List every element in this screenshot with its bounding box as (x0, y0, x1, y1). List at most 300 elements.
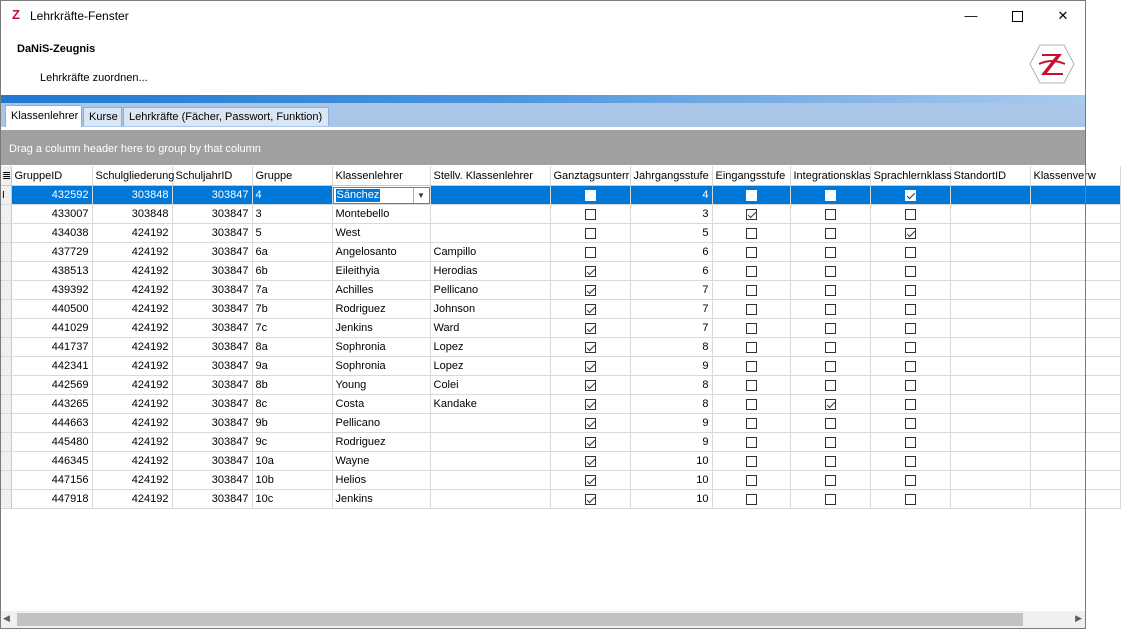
row-indicator[interactable] (0, 300, 11, 319)
table-row[interactable] (0, 262, 1120, 281)
integrationsklasse-cell[interactable] (790, 338, 870, 357)
klassenlehrer-cell[interactable]: Costa (332, 395, 430, 414)
jahrgangsstufe-cell[interactable]: 5 (630, 224, 712, 243)
ganztag-cell[interactable] (550, 262, 630, 281)
row-indicator[interactable] (0, 471, 11, 490)
table-row[interactable] (0, 452, 1120, 471)
eingangsstufe-cell[interactable] (712, 205, 790, 224)
ganztag-cell[interactable] (550, 414, 630, 433)
sprachlernklasse-checkbox[interactable] (905, 304, 916, 315)
column-header[interactable]: Gruppe (252, 166, 332, 186)
table-row[interactable] (0, 376, 1120, 395)
integrationsklasse-checkbox[interactable] (825, 209, 836, 220)
klassenverw-cell[interactable] (1030, 414, 1120, 433)
standortid-cell[interactable] (950, 205, 1030, 224)
gruppe-cell[interactable]: 6a (252, 243, 332, 262)
schulgliederung-cell[interactable]: 424192 (92, 490, 172, 509)
column-header[interactable]: Sprachlernklass (870, 166, 950, 186)
schuljahrid-cell[interactable]: 303847 (172, 357, 252, 376)
gruppeid-cell[interactable]: 445480 (11, 433, 92, 452)
gruppeid-cell[interactable]: 447918 (11, 490, 92, 509)
schuljahrid-cell[interactable]: 303847 (172, 376, 252, 395)
schulgliederung-cell[interactable]: 424192 (92, 471, 172, 490)
sprachlernklasse-cell[interactable] (870, 262, 950, 281)
gruppe-cell[interactable]: 10c (252, 490, 332, 509)
eingangsstufe-checkbox[interactable] (746, 342, 757, 353)
gruppe-cell[interactable]: 5 (252, 224, 332, 243)
ganztag-checkbox[interactable] (585, 437, 596, 448)
integrationsklasse-checkbox[interactable] (825, 475, 836, 486)
gruppeid-cell[interactable]: 444663 (11, 414, 92, 433)
standortid-cell[interactable] (950, 357, 1030, 376)
standortid-cell[interactable] (950, 490, 1030, 509)
table-row[interactable] (0, 395, 1120, 414)
klassenlehrer-cell[interactable]: Wayne (332, 452, 430, 471)
ganztag-cell[interactable] (550, 338, 630, 357)
scroll-right-icon[interactable]: ▶ (1075, 613, 1082, 623)
ganztag-checkbox[interactable] (585, 304, 596, 315)
klassenverw-cell[interactable] (1030, 433, 1120, 452)
eingangsstufe-checkbox[interactable] (746, 399, 757, 410)
table-row[interactable] (0, 300, 1120, 319)
column-header[interactable]: StandortID (950, 166, 1030, 186)
sprachlernklasse-checkbox[interactable] (905, 437, 916, 448)
eingangsstufe-checkbox[interactable] (746, 285, 757, 296)
column-header[interactable]: Ganztagsunterr (550, 166, 630, 186)
schuljahrid-cell[interactable]: 303847 (172, 205, 252, 224)
schuljahrid-cell[interactable]: 303847 (172, 243, 252, 262)
ganztag-checkbox[interactable] (585, 361, 596, 372)
schuljahrid-cell[interactable]: 303847 (172, 300, 252, 319)
column-header[interactable]: Klassenverw (1030, 166, 1120, 186)
standortid-cell[interactable] (950, 224, 1030, 243)
gruppeid-cell[interactable]: 440500 (11, 300, 92, 319)
table-row[interactable] (0, 433, 1120, 452)
eingangsstufe-cell[interactable] (712, 452, 790, 471)
row-indicator[interactable] (0, 338, 11, 357)
ganztag-checkbox[interactable] (585, 456, 596, 467)
jahrgangsstufe-cell[interactable]: 10 (630, 471, 712, 490)
integrationsklasse-checkbox[interactable] (825, 399, 836, 410)
integrationsklasse-checkbox[interactable] (825, 285, 836, 296)
klassenverw-cell[interactable] (1030, 452, 1120, 471)
klassenverw-cell[interactable] (1030, 471, 1120, 490)
klassenverw-cell[interactable] (1030, 395, 1120, 414)
gruppeid-cell[interactable]: 439392 (11, 281, 92, 300)
klassenverw-cell[interactable] (1030, 262, 1120, 281)
row-indicator[interactable] (0, 262, 11, 281)
column-chooser-icon[interactable]: ≣ (0, 166, 11, 186)
integrationsklasse-cell[interactable] (790, 281, 870, 300)
eingangsstufe-cell[interactable] (712, 414, 790, 433)
table-row[interactable] (0, 186, 1120, 205)
stellv-klassenlehrer-cell[interactable] (430, 433, 550, 452)
schulgliederung-cell[interactable]: 303848 (92, 205, 172, 224)
column-header[interactable]: SchuljahrID (172, 166, 252, 186)
stellv-klassenlehrer-cell[interactable]: Campillo (430, 243, 550, 262)
integrationsklasse-checkbox[interactable] (825, 437, 836, 448)
eingangsstufe-checkbox[interactable] (746, 494, 757, 505)
sprachlernklasse-cell[interactable] (870, 414, 950, 433)
sprachlernklasse-cell[interactable] (870, 471, 950, 490)
klassenverw-cell[interactable] (1030, 243, 1120, 262)
sprachlernklasse-checkbox[interactable] (905, 247, 916, 258)
gruppeid-cell[interactable]: 438513 (11, 262, 92, 281)
stellv-klassenlehrer-cell[interactable] (430, 490, 550, 509)
integrationsklasse-cell[interactable] (790, 186, 870, 205)
ganztag-cell[interactable] (550, 224, 630, 243)
gruppe-cell[interactable]: 9a (252, 357, 332, 376)
stellv-klassenlehrer-cell[interactable]: Pellicano (430, 281, 550, 300)
integrationsklasse-cell[interactable] (790, 452, 870, 471)
standortid-cell[interactable] (950, 338, 1030, 357)
sprachlernklasse-cell[interactable] (870, 433, 950, 452)
standortid-cell[interactable] (950, 281, 1030, 300)
gruppe-cell[interactable]: 3 (252, 205, 332, 224)
eingangsstufe-cell[interactable] (712, 243, 790, 262)
sprachlernklasse-cell[interactable] (870, 452, 950, 471)
integrationsklasse-cell[interactable] (790, 205, 870, 224)
eingangsstufe-cell[interactable] (712, 262, 790, 281)
schulgliederung-cell[interactable]: 424192 (92, 243, 172, 262)
eingangsstufe-checkbox[interactable] (746, 456, 757, 467)
schulgliederung-cell[interactable]: 424192 (92, 395, 172, 414)
standortid-cell[interactable] (950, 414, 1030, 433)
table-row[interactable] (0, 357, 1120, 376)
table-row[interactable] (0, 224, 1120, 243)
schuljahrid-cell[interactable]: 303847 (172, 262, 252, 281)
klassenlehrer-cell[interactable]: Montebello (332, 205, 430, 224)
eingangsstufe-cell[interactable] (712, 433, 790, 452)
row-indicator[interactable] (0, 319, 11, 338)
integrationsklasse-checkbox[interactable] (825, 190, 836, 201)
integrationsklasse-checkbox[interactable] (825, 342, 836, 353)
ganztag-checkbox[interactable] (585, 380, 596, 391)
standortid-cell[interactable] (950, 262, 1030, 281)
ganztag-checkbox[interactable] (585, 418, 596, 429)
jahrgangsstufe-cell[interactable]: 7 (630, 281, 712, 300)
standortid-cell[interactable] (950, 395, 1030, 414)
row-indicator[interactable] (0, 205, 11, 224)
column-header[interactable]: Klassenlehrer (332, 166, 430, 186)
eingangsstufe-checkbox[interactable] (746, 380, 757, 391)
eingangsstufe-checkbox[interactable] (746, 323, 757, 334)
sprachlernklasse-checkbox[interactable] (905, 456, 916, 467)
integrationsklasse-checkbox[interactable] (825, 247, 836, 258)
sprachlernklasse-cell[interactable] (870, 281, 950, 300)
ganztag-checkbox[interactable] (585, 285, 596, 296)
ganztag-checkbox[interactable] (585, 266, 596, 277)
klassenlehrer-cell[interactable]: Jenkins (332, 319, 430, 338)
stellv-klassenlehrer-cell[interactable] (430, 224, 550, 243)
eingangsstufe-checkbox[interactable] (746, 437, 757, 448)
jahrgangsstufe-cell[interactable]: 8 (630, 376, 712, 395)
eingangsstufe-checkbox[interactable] (746, 418, 757, 429)
sprachlernklasse-checkbox[interactable] (905, 399, 916, 410)
klassenlehrer-cell[interactable]: Jenkins (332, 490, 430, 509)
eingangsstufe-cell[interactable] (712, 224, 790, 243)
scrollbar-thumb[interactable] (17, 613, 1023, 626)
stellv-klassenlehrer-cell[interactable]: Johnson (430, 300, 550, 319)
column-header[interactable]: Integrationsklas (790, 166, 870, 186)
integrationsklasse-cell[interactable] (790, 300, 870, 319)
ganztag-checkbox[interactable] (585, 342, 596, 353)
integrationsklasse-checkbox[interactable] (825, 380, 836, 391)
sprachlernklasse-checkbox[interactable] (905, 209, 916, 220)
sprachlernklasse-cell[interactable] (870, 224, 950, 243)
sprachlernklasse-cell[interactable] (870, 243, 950, 262)
gruppeid-cell[interactable]: 442569 (11, 376, 92, 395)
row-indicator[interactable] (0, 243, 11, 262)
gruppe-cell[interactable]: 10a (252, 452, 332, 471)
schuljahrid-cell[interactable]: 303847 (172, 395, 252, 414)
gruppeid-cell[interactable]: 447156 (11, 471, 92, 490)
integrationsklasse-cell[interactable] (790, 376, 870, 395)
row-indicator[interactable] (0, 452, 11, 471)
table-row[interactable] (0, 471, 1120, 490)
schulgliederung-cell[interactable]: 303848 (92, 186, 172, 205)
schuljahrid-cell[interactable]: 303847 (172, 338, 252, 357)
jahrgangsstufe-cell[interactable]: 8 (630, 395, 712, 414)
minimize-button[interactable]: — (964, 8, 978, 23)
ganztag-cell[interactable] (550, 357, 630, 376)
table-row[interactable] (0, 414, 1120, 433)
klassenverw-cell[interactable] (1030, 338, 1120, 357)
schuljahrid-cell[interactable]: 303847 (172, 186, 252, 205)
ganztag-checkbox[interactable] (585, 228, 596, 239)
sprachlernklasse-cell[interactable] (870, 205, 950, 224)
integrationsklasse-checkbox[interactable] (825, 304, 836, 315)
klassenlehrer-cell[interactable]: West (332, 224, 430, 243)
sprachlernklasse-checkbox[interactable] (905, 494, 916, 505)
gruppe-cell[interactable]: 9c (252, 433, 332, 452)
row-indicator[interactable] (0, 490, 11, 509)
gruppe-cell[interactable]: 9b (252, 414, 332, 433)
schulgliederung-cell[interactable]: 424192 (92, 262, 172, 281)
gruppe-cell[interactable]: 8c (252, 395, 332, 414)
ganztag-checkbox[interactable] (585, 399, 596, 410)
eingangsstufe-checkbox[interactable] (746, 266, 757, 277)
table-row[interactable] (0, 243, 1120, 262)
standortid-cell[interactable] (950, 186, 1030, 205)
sprachlernklasse-checkbox[interactable] (905, 266, 916, 277)
integrationsklasse-cell[interactable] (790, 433, 870, 452)
eingangsstufe-cell[interactable] (712, 300, 790, 319)
gruppe-cell[interactable]: 6b (252, 262, 332, 281)
ganztag-checkbox[interactable] (585, 209, 596, 220)
ganztag-checkbox[interactable] (585, 247, 596, 258)
klassenverw-cell[interactable] (1030, 357, 1120, 376)
ganztag-cell[interactable] (550, 471, 630, 490)
jahrgangsstufe-cell[interactable]: 9 (630, 414, 712, 433)
schulgliederung-cell[interactable]: 424192 (92, 376, 172, 395)
integrationsklasse-cell[interactable] (790, 224, 870, 243)
eingangsstufe-cell[interactable] (712, 471, 790, 490)
sprachlernklasse-cell[interactable] (870, 376, 950, 395)
column-header[interactable]: Schulgliederung (92, 166, 172, 186)
schulgliederung-cell[interactable]: 424192 (92, 319, 172, 338)
close-button[interactable]: ✕ (1057, 8, 1069, 23)
klassenverw-cell[interactable] (1030, 319, 1120, 338)
jahrgangsstufe-cell[interactable]: 10 (630, 490, 712, 509)
stellv-klassenlehrer-cell[interactable]: Kandake (430, 395, 550, 414)
jahrgangsstufe-cell[interactable]: 6 (630, 262, 712, 281)
schulgliederung-cell[interactable]: 424192 (92, 357, 172, 376)
eingangsstufe-checkbox[interactable] (746, 361, 757, 372)
standortid-cell[interactable] (950, 376, 1030, 395)
klassenlehrer-cell[interactable]: Rodriguez (332, 300, 430, 319)
klassenverw-cell[interactable] (1030, 205, 1120, 224)
integrationsklasse-cell[interactable] (790, 414, 870, 433)
stellv-klassenlehrer-cell[interactable] (430, 414, 550, 433)
table-row[interactable] (0, 490, 1120, 509)
gruppeid-cell[interactable]: 434038 (11, 224, 92, 243)
ganztag-cell[interactable] (550, 243, 630, 262)
group-by-panel[interactable] (0, 130, 1086, 165)
schuljahrid-cell[interactable]: 303847 (172, 490, 252, 509)
gruppeid-cell[interactable]: 433007 (11, 205, 92, 224)
stellv-klassenlehrer-cell[interactable]: Lopez (430, 357, 550, 376)
tab-kurse[interactable]: Kurse (83, 107, 122, 126)
row-indicator[interactable] (0, 414, 11, 433)
integrationsklasse-cell[interactable] (790, 243, 870, 262)
eingangsstufe-checkbox[interactable] (746, 190, 757, 201)
klassenlehrer-cell[interactable]: Eileithyia (332, 262, 430, 281)
jahrgangsstufe-cell[interactable]: 6 (630, 243, 712, 262)
ganztag-checkbox[interactable] (585, 323, 596, 334)
sprachlernklasse-cell[interactable] (870, 357, 950, 376)
schulgliederung-cell[interactable]: 424192 (92, 300, 172, 319)
klassenlehrer-cell[interactable] (332, 186, 430, 205)
tab-klassenlehrer[interactable]: Klassenlehrer (5, 105, 82, 127)
klassenverw-cell[interactable] (1030, 376, 1120, 395)
ganztag-checkbox[interactable] (585, 190, 596, 201)
row-indicator[interactable] (0, 433, 11, 452)
eingangsstufe-checkbox[interactable] (746, 304, 757, 315)
jahrgangsstufe-cell[interactable]: 7 (630, 319, 712, 338)
eingangsstufe-cell[interactable] (712, 319, 790, 338)
jahrgangsstufe-cell[interactable]: 9 (630, 433, 712, 452)
gruppe-cell[interactable]: 4 (252, 186, 332, 205)
stellv-klassenlehrer-cell[interactable]: Lopez (430, 338, 550, 357)
eingangsstufe-cell[interactable] (712, 376, 790, 395)
sprachlernklasse-checkbox[interactable] (905, 475, 916, 486)
eingangsstufe-cell[interactable] (712, 338, 790, 357)
gruppe-cell[interactable]: 8a (252, 338, 332, 357)
ganztag-cell[interactable] (550, 452, 630, 471)
eingangsstufe-checkbox[interactable] (746, 228, 757, 239)
sprachlernklasse-cell[interactable] (870, 300, 950, 319)
gruppeid-cell[interactable]: 442341 (11, 357, 92, 376)
column-header[interactable]: Stellv. Klassenlehrer (430, 166, 550, 186)
schulgliederung-cell[interactable]: 424192 (92, 433, 172, 452)
stellv-klassenlehrer-cell[interactable] (430, 452, 550, 471)
ganztag-cell[interactable] (550, 433, 630, 452)
table-row[interactable] (0, 205, 1120, 224)
eingangsstufe-cell[interactable] (712, 281, 790, 300)
klassenlehrer-cell[interactable]: Pellicano (332, 414, 430, 433)
horizontal-scrollbar[interactable] (0, 611, 1086, 628)
schuljahrid-cell[interactable]: 303847 (172, 319, 252, 338)
standortid-cell[interactable] (950, 452, 1030, 471)
klassenlehrer-cell[interactable]: Sophronia (332, 338, 430, 357)
row-indicator[interactable] (0, 224, 11, 243)
gruppeid-cell[interactable]: 446345 (11, 452, 92, 471)
jahrgangsstufe-cell[interactable]: 9 (630, 357, 712, 376)
ganztag-cell[interactable] (550, 205, 630, 224)
integrationsklasse-checkbox[interactable] (825, 494, 836, 505)
integrationsklasse-checkbox[interactable] (825, 266, 836, 277)
ganztag-cell[interactable] (550, 395, 630, 414)
gruppe-cell[interactable]: 10b (252, 471, 332, 490)
schuljahrid-cell[interactable]: 303847 (172, 224, 252, 243)
sprachlernklasse-checkbox[interactable] (905, 418, 916, 429)
integrationsklasse-checkbox[interactable] (825, 323, 836, 334)
row-indicator[interactable] (0, 186, 11, 205)
stellv-klassenlehrer-cell[interactable]: Ward (430, 319, 550, 338)
klassenverw-cell[interactable] (1030, 300, 1120, 319)
stellv-klassenlehrer-cell[interactable] (430, 205, 550, 224)
jahrgangsstufe-cell[interactable]: 3 (630, 205, 712, 224)
stellv-klassenlehrer-cell[interactable] (430, 471, 550, 490)
integrationsklasse-cell[interactable] (790, 395, 870, 414)
eingangsstufe-cell[interactable] (712, 186, 790, 205)
standortid-cell[interactable] (950, 471, 1030, 490)
ganztag-cell[interactable] (550, 319, 630, 338)
gruppeid-cell[interactable]: 437729 (11, 243, 92, 262)
standortid-cell[interactable] (950, 319, 1030, 338)
eingangsstufe-checkbox[interactable] (746, 247, 757, 258)
column-header[interactable]: GruppeID (11, 166, 92, 186)
integrationsklasse-cell[interactable] (790, 471, 870, 490)
klassenlehrer-cell[interactable]: Helios (332, 471, 430, 490)
row-indicator[interactable] (0, 376, 11, 395)
sprachlernklasse-cell[interactable] (870, 186, 950, 205)
klassenverw-cell[interactable] (1030, 281, 1120, 300)
klassenverw-cell[interactable] (1030, 490, 1120, 509)
eingangsstufe-checkbox[interactable] (746, 209, 757, 220)
ganztag-cell[interactable] (550, 376, 630, 395)
sprachlernklasse-checkbox[interactable] (905, 380, 916, 391)
schuljahrid-cell[interactable]: 303847 (172, 452, 252, 471)
schulgliederung-cell[interactable]: 424192 (92, 281, 172, 300)
sprachlernklasse-cell[interactable] (870, 395, 950, 414)
sprachlernklasse-checkbox[interactable] (905, 342, 916, 353)
gruppe-cell[interactable]: 7b (252, 300, 332, 319)
sprachlernklasse-cell[interactable] (870, 490, 950, 509)
jahrgangsstufe-cell[interactable]: 8 (630, 338, 712, 357)
integrationsklasse-cell[interactable] (790, 319, 870, 338)
schulgliederung-cell[interactable]: 424192 (92, 414, 172, 433)
ganztag-cell[interactable] (550, 281, 630, 300)
ganztag-cell[interactable] (550, 186, 630, 205)
chevron-down-icon[interactable]: ▼ (413, 188, 429, 203)
ganztag-cell[interactable] (550, 300, 630, 319)
klassenverw-cell[interactable] (1030, 224, 1120, 243)
schuljahrid-cell[interactable]: 303847 (172, 414, 252, 433)
gruppe-cell[interactable]: 7c (252, 319, 332, 338)
gruppe-cell[interactable]: 8b (252, 376, 332, 395)
schuljahrid-cell[interactable]: 303847 (172, 281, 252, 300)
integrationsklasse-checkbox[interactable] (825, 418, 836, 429)
integrationsklasse-cell[interactable] (790, 262, 870, 281)
sprachlernklasse-checkbox[interactable] (905, 323, 916, 334)
integrationsklasse-cell[interactable] (790, 357, 870, 376)
integrationsklasse-checkbox[interactable] (825, 456, 836, 467)
standortid-cell[interactable] (950, 300, 1030, 319)
standortid-cell[interactable] (950, 243, 1030, 262)
sprachlernklasse-checkbox[interactable] (905, 285, 916, 296)
